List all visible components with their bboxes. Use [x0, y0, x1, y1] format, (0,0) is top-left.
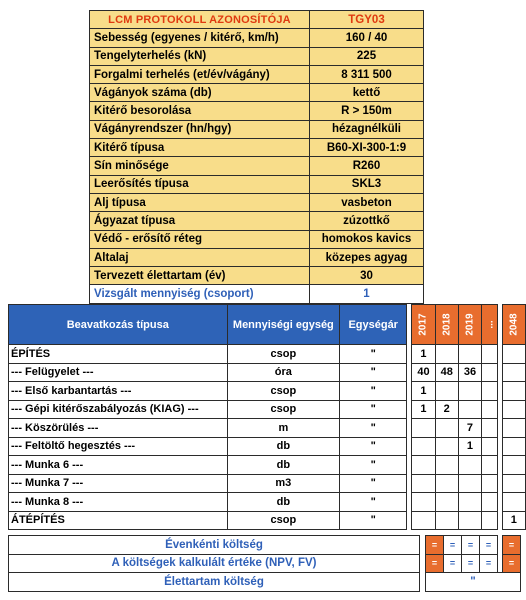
header-unit-price: Egységár [340, 305, 407, 345]
year-quantity-cell [458, 345, 481, 364]
examined-quantity-row [90, 285, 424, 303]
parameter-row [90, 102, 424, 120]
parameter-label: Kitérő besorolása [90, 102, 310, 120]
parameter-value: homokos kavics [310, 230, 424, 248]
parameter-row [90, 212, 424, 230]
parameter-value: 225 [310, 47, 424, 65]
year-quantity-cell [482, 437, 498, 456]
year-quantity-cell [435, 493, 458, 512]
intervention-unit: db [227, 493, 340, 512]
intervention-unit: db [227, 437, 340, 456]
year-quantity-cell [482, 363, 498, 382]
npv-2017: = [426, 554, 444, 573]
parameter-row [90, 139, 424, 157]
intervention-name: --- Köszörülés --- [9, 419, 228, 438]
year-quantity-cell: 40 [412, 363, 435, 382]
table-row [9, 474, 526, 493]
year-quantity-cell: 1 [412, 400, 435, 419]
annual-cost-2018: = [444, 536, 462, 555]
intervention-name: --- Munka 7 --- [9, 474, 228, 493]
parameter-value: R > 150m [310, 102, 424, 120]
year-quantity-cell [412, 493, 435, 512]
year-quantity-cell [412, 456, 435, 475]
parameter-value: hézagnélküli [310, 120, 424, 138]
intervention-name: --- Gépi kitérőszabályozás (KIAG) --- [9, 400, 228, 419]
protocol-id-label: LCM PROTOKOLL AZONOSÍTÓJA [90, 11, 310, 29]
year-quantity-cell [435, 474, 458, 493]
table-row [9, 400, 526, 419]
year-quantity-cell [482, 345, 498, 364]
year-quantity-cell [412, 511, 435, 530]
intervention-name: ÁTÉPÍTÉS [9, 511, 228, 530]
parameter-row [90, 120, 424, 138]
annual-cost-2019: = [462, 536, 480, 555]
year-quantity-cell [458, 382, 481, 401]
year-quantity-cell [482, 493, 498, 512]
header-year-2048: 2048 [502, 305, 525, 345]
year-quantity-cell [412, 419, 435, 438]
table-row [9, 456, 526, 475]
intervention-unit-price: " [340, 456, 407, 475]
intervention-name: --- Felügyelet --- [9, 363, 228, 382]
parameter-value: 30 [310, 267, 424, 285]
year-quantity-cell [458, 456, 481, 475]
year-quantity-cell [435, 382, 458, 401]
year-quantity-cell [482, 400, 498, 419]
parameter-label: Ágyazat típusa [90, 212, 310, 230]
year-quantity-cell [482, 419, 498, 438]
year-quantity-cell [502, 493, 525, 512]
year-quantity-cell [482, 456, 498, 475]
intervention-unit-price: " [340, 345, 407, 364]
parameter-label: Tervezett élettartam (év) [90, 267, 310, 285]
parameter-row [90, 47, 424, 65]
header-year-ellipsis: ... [482, 305, 498, 345]
year-quantity-cell: 48 [435, 363, 458, 382]
parameter-row [90, 230, 424, 248]
parameter-label: Vágányrendszer (hn/hgy) [90, 120, 310, 138]
year-quantity-cell [482, 474, 498, 493]
intervention-name: --- Munka 6 --- [9, 456, 228, 475]
header-intervention-type: Beavatkozás típusa [9, 305, 228, 345]
year-quantity-cell [502, 382, 525, 401]
examined-quantity-value: 1 [310, 285, 424, 303]
year-quantity-cell: 7 [458, 419, 481, 438]
intervention-unit: m3 [227, 474, 340, 493]
parameter-value: kettő [310, 84, 424, 102]
parameter-row [90, 248, 424, 266]
year-quantity-cell [502, 456, 525, 475]
parameter-label: Vágányok száma (db) [90, 84, 310, 102]
parameter-label: Sebesség (egyenes / kitérő, km/h) [90, 29, 310, 47]
year-quantity-cell [458, 474, 481, 493]
year-quantity-cell [502, 437, 525, 456]
intervention-unit: óra [227, 363, 340, 382]
annual-cost-row [9, 536, 521, 555]
year-quantity-cell [435, 345, 458, 364]
lifetime-cost-label: Élettartam költség [9, 573, 420, 592]
parameter-value: 160 / 40 [310, 29, 424, 47]
year-quantity-cell [435, 511, 458, 530]
npv-row [9, 554, 521, 573]
year-quantity-cell: 1 [458, 437, 481, 456]
intervention-unit-price: " [340, 382, 407, 401]
intervention-unit-price: " [340, 511, 407, 530]
intervention-unit-price: " [340, 493, 407, 512]
parameter-value: R260 [310, 157, 424, 175]
parameter-value: vasbeton [310, 193, 424, 211]
parameter-row [90, 267, 424, 285]
intervention-unit-price: " [340, 474, 407, 493]
table-row [9, 493, 526, 512]
npv-2018: = [444, 554, 462, 573]
intervention-unit: m [227, 419, 340, 438]
year-quantity-cell [412, 474, 435, 493]
npv-2048: = [503, 554, 521, 573]
parameter-value: SKL3 [310, 175, 424, 193]
year-quantity-cell [502, 400, 525, 419]
header-unit: Mennyiségi egység [227, 305, 340, 345]
year-quantity-cell [458, 493, 481, 512]
year-quantity-cell [502, 363, 525, 382]
year-quantity-cell [435, 456, 458, 475]
year-quantity-cell [435, 419, 458, 438]
year-quantity-cell: 1 [502, 511, 525, 530]
parameter-label: Kitérő típusa [90, 139, 310, 157]
parameter-label: Leerősítés típusa [90, 175, 310, 193]
parameter-value: 8 311 500 [310, 65, 424, 83]
npv-ellipsis: = [480, 554, 498, 573]
parameter-value: közepes agyag [310, 248, 424, 266]
year-quantity-cell [502, 474, 525, 493]
parameter-label: Alj típusa [90, 193, 310, 211]
protocol-id-row [90, 11, 424, 29]
year-quantity-cell [435, 437, 458, 456]
table-row [9, 345, 526, 364]
annual-cost-ellipsis: = [480, 536, 498, 555]
intervention-name: --- Feltöltő hegesztés --- [9, 437, 228, 456]
intervention-cost-table [8, 304, 526, 530]
npv-2019: = [462, 554, 480, 573]
cost-summary-table [8, 535, 521, 592]
year-quantity-cell: 36 [458, 363, 481, 382]
table-row [9, 363, 526, 382]
parameter-row [90, 29, 424, 47]
parameter-label: Védő - erősítő réteg [90, 230, 310, 248]
year-quantity-cell [502, 419, 525, 438]
year-quantity-cell [412, 437, 435, 456]
parameter-row [90, 175, 424, 193]
parameter-row [90, 65, 424, 83]
intervention-unit-price: " [340, 437, 407, 456]
intervention-name: ÉPÍTÉS [9, 345, 228, 364]
year-quantity-cell [482, 382, 498, 401]
table-row [9, 511, 526, 530]
header-year-2017: 2017 [412, 305, 435, 345]
parameter-value: B60-XI-300-1:9 [310, 139, 424, 157]
intervention-unit: db [227, 456, 340, 475]
parameter-row [90, 84, 424, 102]
examined-quantity-label: Vizsgált mennyiség (csoport) [90, 285, 310, 303]
intervention-name: --- Munka 8 --- [9, 493, 228, 512]
parameter-row [90, 157, 424, 175]
intervention-unit: csop [227, 511, 340, 530]
parameter-value: zúzottkő [310, 212, 424, 230]
table-row [9, 419, 526, 438]
parameter-label: Altalaj [90, 248, 310, 266]
year-quantity-cell: 1 [412, 345, 435, 364]
table-row [9, 382, 526, 401]
table-header-row [9, 305, 526, 345]
annual-cost-label: Évenkénti költség [9, 536, 420, 555]
year-quantity-cell [502, 345, 525, 364]
parameter-label: Forgalmi terhelés (et/év/vágány) [90, 65, 310, 83]
year-quantity-cell: 2 [435, 400, 458, 419]
year-quantity-cell [482, 511, 498, 530]
annual-cost-2048: = [503, 536, 521, 555]
header-year-2019: 2019 [458, 305, 481, 345]
intervention-unit-price: " [340, 419, 407, 438]
year-quantity-cell: 1 [412, 382, 435, 401]
parameter-label: Tengelyterhelés (kN) [90, 47, 310, 65]
table-row [9, 437, 526, 456]
parameter-label: Sín minősége [90, 157, 310, 175]
lifetime-cost-value: " [426, 573, 521, 592]
intervention-name: --- Első karbantartás --- [9, 382, 228, 401]
year-quantity-cell [458, 511, 481, 530]
intervention-unit: csop [227, 382, 340, 401]
lifetime-cost-row [9, 573, 521, 592]
lcm-parameter-table [89, 10, 424, 304]
parameter-row [90, 193, 424, 211]
annual-cost-2017: = [426, 536, 444, 555]
header-year-2018: 2018 [435, 305, 458, 345]
intervention-unit: csop [227, 345, 340, 364]
protocol-id-value: TGY03 [310, 11, 424, 29]
intervention-unit-price: " [340, 363, 407, 382]
npv-label: A költségek kalkulált értéke (NPV, FV) [9, 554, 420, 573]
year-quantity-cell [458, 400, 481, 419]
intervention-unit: csop [227, 400, 340, 419]
intervention-unit-price: " [340, 400, 407, 419]
